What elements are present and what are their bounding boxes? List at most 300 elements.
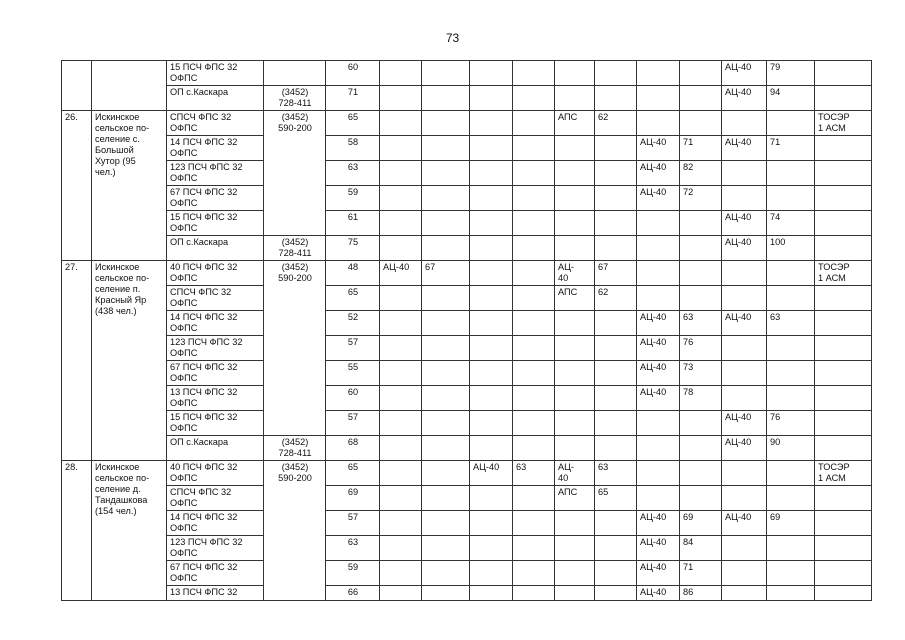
equipment-cell	[513, 511, 555, 536]
equipment-cell	[380, 586, 422, 601]
equipment-cell: АЦ- 40	[555, 261, 595, 286]
equipment-cell	[422, 311, 470, 336]
arrival-time-cell: 75	[326, 236, 380, 261]
equipment-cell	[513, 336, 555, 361]
equipment-cell	[722, 111, 767, 136]
equipment-cell: 73	[680, 361, 722, 386]
arrival-time-cell: 57	[326, 336, 380, 361]
equipment-cell	[380, 461, 422, 486]
equipment-cell	[380, 386, 422, 411]
equipment-cell: АЦ-40	[637, 361, 680, 386]
extra-cell	[815, 186, 872, 211]
equipment-cell	[595, 536, 637, 561]
equipment-cell	[722, 186, 767, 211]
equipment-cell	[422, 511, 470, 536]
equipment-cell	[722, 286, 767, 311]
equipment-cell	[470, 286, 513, 311]
equipment-cell	[513, 436, 555, 461]
equipment-cell	[470, 436, 513, 461]
equipment-cell	[680, 286, 722, 311]
settlement-cell: Искинское сельское по- селение п. Красный Яр (438 чел.)	[92, 261, 167, 461]
equipment-cell	[380, 511, 422, 536]
equipment-cell	[555, 336, 595, 361]
settlement-cell	[92, 61, 167, 111]
equipment-cell: АЦ-40	[637, 586, 680, 601]
table-row	[62, 311, 872, 336]
equipment-cell	[767, 111, 815, 136]
extra-cell: ТОСЭР 1 АСМ	[815, 461, 872, 486]
equipment-cell: АЦ-40	[637, 336, 680, 361]
fire-unit-cell: СПСЧ ФПС 32 ОФПС	[167, 286, 264, 311]
equipment-cell	[637, 411, 680, 436]
equipment-cell	[470, 86, 513, 111]
extra-cell: ТОСЭР 1 АСМ	[815, 261, 872, 286]
equipment-cell	[470, 236, 513, 261]
equipment-cell	[422, 386, 470, 411]
table-row	[62, 86, 872, 111]
equipment-cell: 69	[680, 511, 722, 536]
table-row	[62, 561, 872, 586]
equipment-cell	[470, 386, 513, 411]
fire-unit-cell: 14 ПСЧ ФПС 32 ОФПС	[167, 511, 264, 536]
settlement-cell: Искинское сельское по- селение д. Тандашкова (154 чел.)	[92, 461, 167, 601]
arrival-time-cell: 60	[326, 61, 380, 86]
arrival-time-cell: 63	[326, 536, 380, 561]
equipment-cell	[422, 411, 470, 436]
table-row	[62, 486, 872, 511]
equipment-cell	[722, 161, 767, 186]
equipment-cell	[722, 361, 767, 386]
table-row	[62, 286, 872, 311]
arrival-time-cell: 63	[326, 161, 380, 186]
table-row	[62, 261, 872, 286]
equipment-cell	[680, 211, 722, 236]
table-body	[62, 61, 872, 601]
equipment-cell: 65	[595, 486, 637, 511]
equipment-cell: 76	[680, 336, 722, 361]
equipment-cell	[513, 311, 555, 336]
equipment-cell	[422, 161, 470, 186]
equipment-cell	[513, 386, 555, 411]
fire-unit-cell: 67 ПСЧ ФПС 32 ОФПС	[167, 186, 264, 211]
equipment-cell	[555, 311, 595, 336]
equipment-cell	[380, 286, 422, 311]
equipment-cell	[555, 236, 595, 261]
equipment-cell: 84	[680, 536, 722, 561]
equipment-cell	[470, 361, 513, 386]
equipment-cell	[513, 111, 555, 136]
equipment-cell: АЦ-40	[637, 311, 680, 336]
equipment-cell	[380, 486, 422, 511]
equipment-cell	[422, 136, 470, 161]
equipment-cell	[470, 186, 513, 211]
table-row	[62, 111, 872, 136]
fire-unit-cell: 15 ПСЧ ФПС 32 ОФПС	[167, 211, 264, 236]
equipment-cell	[470, 561, 513, 586]
equipment-cell: АЦ-40	[722, 411, 767, 436]
equipment-cell	[637, 86, 680, 111]
equipment-cell	[513, 486, 555, 511]
equipment-cell	[380, 211, 422, 236]
settlement-cell: Искинское сельское по- селение с. Большой Хутор (95 чел.)	[92, 111, 167, 261]
equipment-cell: 82	[680, 161, 722, 186]
arrival-time-cell: 61	[326, 211, 380, 236]
equipment-cell	[470, 536, 513, 561]
equipment-cell	[470, 161, 513, 186]
row-number-cell	[62, 61, 92, 111]
table-row	[62, 461, 872, 486]
fire-unit-cell: ОП с.Каскара	[167, 436, 264, 461]
equipment-cell: АЦ-40	[637, 186, 680, 211]
equipment-cell	[555, 586, 595, 601]
arrival-time-cell: 52	[326, 311, 380, 336]
fire-unit-cell: 13 ПСЧ ФПС 32	[167, 586, 264, 601]
equipment-cell	[422, 561, 470, 586]
arrival-time-cell: 59	[326, 186, 380, 211]
equipment-cell	[380, 536, 422, 561]
table-row	[62, 211, 872, 236]
equipment-cell	[422, 536, 470, 561]
phone-cell	[264, 61, 326, 86]
equipment-cell: 63	[513, 461, 555, 486]
fire-unit-cell: 67 ПСЧ ФПС 32 ОФПС	[167, 561, 264, 586]
equipment-cell: АПС	[555, 111, 595, 136]
equipment-cell	[555, 386, 595, 411]
arrival-time-cell: 57	[326, 511, 380, 536]
equipment-cell	[513, 211, 555, 236]
fire-unit-cell: 15 ПСЧ ФПС 32 ОФПС	[167, 411, 264, 436]
fire-unit-cell: 14 ПСЧ ФПС 32 ОФПС	[167, 311, 264, 336]
fire-response-table	[61, 60, 872, 601]
equipment-cell	[513, 361, 555, 386]
equipment-cell	[513, 161, 555, 186]
equipment-cell: 86	[680, 586, 722, 601]
extra-cell: ТОСЭР 1 АСМ	[815, 111, 872, 136]
equipment-cell	[422, 186, 470, 211]
equipment-cell: 90	[767, 436, 815, 461]
extra-cell	[815, 311, 872, 336]
equipment-cell: 63	[595, 461, 637, 486]
equipment-cell: АЦ-40	[637, 386, 680, 411]
equipment-cell: АЦ-40	[722, 211, 767, 236]
equipment-cell: 94	[767, 86, 815, 111]
equipment-cell	[767, 286, 815, 311]
equipment-cell	[637, 436, 680, 461]
equipment-cell	[555, 61, 595, 86]
equipment-cell	[680, 111, 722, 136]
equipment-cell: АЦ-40	[722, 436, 767, 461]
arrival-time-cell: 59	[326, 561, 380, 586]
equipment-cell	[513, 536, 555, 561]
equipment-cell	[595, 311, 637, 336]
fire-unit-cell: 67 ПСЧ ФПС 32 ОФПС	[167, 361, 264, 386]
equipment-cell	[380, 561, 422, 586]
equipment-cell	[722, 561, 767, 586]
fire-unit-cell: 40 ПСЧ ФПС 32 ОФПС	[167, 461, 264, 486]
equipment-cell: АЦ-40	[380, 261, 422, 286]
equipment-cell: 71	[680, 561, 722, 586]
equipment-cell	[595, 336, 637, 361]
extra-cell	[815, 561, 872, 586]
equipment-cell	[595, 86, 637, 111]
table-row	[62, 586, 872, 601]
table-row	[62, 336, 872, 361]
extra-cell	[815, 361, 872, 386]
row-number-cell: 26.	[62, 111, 92, 261]
equipment-cell	[555, 436, 595, 461]
phone-cell: (3452) 590-200	[264, 461, 326, 601]
equipment-cell	[470, 411, 513, 436]
equipment-cell	[680, 86, 722, 111]
fire-unit-cell: 123 ПСЧ ФПС 32 ОФПС	[167, 336, 264, 361]
fire-unit-cell: 123 ПСЧ ФПС 32 ОФПС	[167, 536, 264, 561]
equipment-cell	[555, 536, 595, 561]
equipment-cell	[595, 511, 637, 536]
equipment-cell: 78	[680, 386, 722, 411]
equipment-cell	[380, 61, 422, 86]
extra-cell	[815, 236, 872, 261]
equipment-cell	[595, 136, 637, 161]
table-row	[62, 361, 872, 386]
table-row	[62, 136, 872, 161]
equipment-cell	[422, 211, 470, 236]
equipment-cell	[513, 86, 555, 111]
equipment-cell: 63	[767, 311, 815, 336]
equipment-cell	[555, 211, 595, 236]
equipment-cell	[470, 336, 513, 361]
extra-cell	[815, 386, 872, 411]
equipment-cell	[595, 161, 637, 186]
fire-unit-cell: 15 ПСЧ ФПС 32 ОФПС	[167, 61, 264, 86]
equipment-cell	[470, 211, 513, 236]
arrival-time-cell: 48	[326, 261, 380, 286]
extra-cell	[815, 136, 872, 161]
arrival-time-cell: 60	[326, 386, 380, 411]
page-number: 73	[445, 31, 460, 45]
equipment-cell	[555, 411, 595, 436]
equipment-cell	[513, 286, 555, 311]
equipment-cell: АЦ-40	[722, 311, 767, 336]
equipment-cell	[422, 361, 470, 386]
equipment-cell	[380, 361, 422, 386]
row-number-cell: 28.	[62, 461, 92, 601]
equipment-cell	[380, 86, 422, 111]
equipment-cell	[595, 236, 637, 261]
extra-cell	[815, 511, 872, 536]
arrival-time-cell: 65	[326, 461, 380, 486]
equipment-cell	[380, 411, 422, 436]
equipment-cell: АЦ-40	[470, 461, 513, 486]
equipment-cell	[555, 561, 595, 586]
extra-cell	[815, 211, 872, 236]
equipment-cell	[767, 586, 815, 601]
arrival-time-cell: 69	[326, 486, 380, 511]
arrival-time-cell: 65	[326, 286, 380, 311]
fire-unit-cell: 13 ПСЧ ФПС 32 ОФПС	[167, 386, 264, 411]
equipment-cell	[513, 586, 555, 601]
equipment-cell	[380, 311, 422, 336]
equipment-cell	[513, 236, 555, 261]
equipment-cell	[722, 536, 767, 561]
equipment-cell	[767, 186, 815, 211]
equipment-cell	[513, 61, 555, 86]
arrival-time-cell: 55	[326, 361, 380, 386]
equipment-cell: 63	[680, 311, 722, 336]
equipment-cell	[513, 261, 555, 286]
equipment-cell: 72	[680, 186, 722, 211]
extra-cell	[815, 586, 872, 601]
equipment-cell	[595, 411, 637, 436]
equipment-cell: АЦ-40	[722, 86, 767, 111]
equipment-cell: АЦ-40	[637, 136, 680, 161]
table-row	[62, 436, 872, 461]
equipment-cell	[767, 161, 815, 186]
equipment-cell	[380, 111, 422, 136]
equipment-cell	[380, 161, 422, 186]
equipment-cell	[722, 386, 767, 411]
equipment-cell	[767, 361, 815, 386]
equipment-cell	[422, 486, 470, 511]
equipment-cell: 79	[767, 61, 815, 86]
table-row	[62, 511, 872, 536]
extra-cell	[815, 336, 872, 361]
equipment-cell	[422, 436, 470, 461]
extra-cell	[815, 86, 872, 111]
table-row	[62, 536, 872, 561]
equipment-cell: АЦ-40	[637, 511, 680, 536]
equipment-cell: 67	[595, 261, 637, 286]
extra-cell	[815, 436, 872, 461]
equipment-cell	[637, 461, 680, 486]
equipment-cell	[595, 361, 637, 386]
equipment-cell	[637, 111, 680, 136]
extra-cell	[815, 161, 872, 186]
equipment-cell: АПС	[555, 486, 595, 511]
equipment-cell	[680, 461, 722, 486]
arrival-time-cell: 65	[326, 111, 380, 136]
equipment-cell	[680, 261, 722, 286]
extra-cell	[815, 286, 872, 311]
equipment-cell	[722, 261, 767, 286]
equipment-cell	[722, 486, 767, 511]
equipment-cell	[555, 186, 595, 211]
equipment-cell	[722, 336, 767, 361]
fire-unit-cell: 14 ПСЧ ФПС 32 ОФПС	[167, 136, 264, 161]
equipment-cell	[513, 186, 555, 211]
equipment-cell	[380, 336, 422, 361]
equipment-cell	[595, 211, 637, 236]
equipment-cell: 67	[422, 261, 470, 286]
extra-cell	[815, 411, 872, 436]
equipment-cell	[767, 486, 815, 511]
equipment-cell	[595, 61, 637, 86]
equipment-cell: АЦ- 40	[555, 461, 595, 486]
equipment-cell: АЦ-40	[637, 161, 680, 186]
equipment-cell: АЦ-40	[637, 536, 680, 561]
equipment-cell	[422, 286, 470, 311]
fire-unit-cell: СПСЧ ФПС 32 ОФПС	[167, 486, 264, 511]
equipment-cell	[422, 336, 470, 361]
extra-cell	[815, 61, 872, 86]
equipment-cell	[470, 136, 513, 161]
fire-unit-cell: ОП с.Каскара	[167, 86, 264, 111]
extra-cell	[815, 536, 872, 561]
equipment-cell	[595, 386, 637, 411]
equipment-cell	[470, 111, 513, 136]
equipment-cell	[680, 411, 722, 436]
equipment-cell	[637, 236, 680, 261]
equipment-cell	[767, 561, 815, 586]
equipment-cell	[380, 236, 422, 261]
equipment-cell: 62	[595, 286, 637, 311]
table-row	[62, 411, 872, 436]
table-row	[62, 161, 872, 186]
equipment-cell: АЦ-40	[722, 236, 767, 261]
equipment-cell	[422, 586, 470, 601]
equipment-cell	[555, 136, 595, 161]
equipment-cell	[680, 61, 722, 86]
equipment-cell	[470, 261, 513, 286]
equipment-cell	[422, 236, 470, 261]
table-row	[62, 386, 872, 411]
phone-cell: (3452) 590-200	[264, 261, 326, 436]
equipment-cell	[422, 461, 470, 486]
equipment-cell	[513, 136, 555, 161]
equipment-cell	[470, 586, 513, 601]
equipment-cell	[722, 461, 767, 486]
equipment-cell	[555, 361, 595, 386]
equipment-cell: АЦ-40	[722, 136, 767, 161]
equipment-cell: 100	[767, 236, 815, 261]
equipment-cell	[470, 511, 513, 536]
equipment-cell	[595, 561, 637, 586]
phone-cell: (3452) 728-411	[264, 236, 326, 261]
equipment-cell	[767, 536, 815, 561]
equipment-cell: 76	[767, 411, 815, 436]
arrival-time-cell: 71	[326, 86, 380, 111]
equipment-cell	[470, 61, 513, 86]
phone-cell: (3452) 590-200	[264, 111, 326, 236]
equipment-cell: АЦ-40	[722, 511, 767, 536]
table-row	[62, 186, 872, 211]
equipment-cell	[422, 111, 470, 136]
arrival-time-cell: 66	[326, 586, 380, 601]
equipment-cell: 69	[767, 511, 815, 536]
phone-cell: (3452) 728-411	[264, 436, 326, 461]
equipment-cell	[595, 586, 637, 601]
equipment-cell	[422, 86, 470, 111]
equipment-cell: АЦ-40	[722, 61, 767, 86]
phone-cell: (3452) 728-411	[264, 86, 326, 111]
equipment-cell	[595, 436, 637, 461]
equipment-cell: 71	[767, 136, 815, 161]
equipment-cell	[595, 186, 637, 211]
row-number-cell: 27.	[62, 261, 92, 461]
equipment-cell	[555, 86, 595, 111]
equipment-cell	[767, 386, 815, 411]
table-row	[62, 61, 872, 86]
arrival-time-cell: 57	[326, 411, 380, 436]
equipment-cell	[422, 61, 470, 86]
equipment-cell	[767, 336, 815, 361]
equipment-cell: 62	[595, 111, 637, 136]
arrival-time-cell: 58	[326, 136, 380, 161]
fire-unit-cell: ОП с.Каскара	[167, 236, 264, 261]
equipment-cell: 71	[680, 136, 722, 161]
table-row	[62, 236, 872, 261]
equipment-cell	[555, 161, 595, 186]
equipment-cell	[680, 236, 722, 261]
